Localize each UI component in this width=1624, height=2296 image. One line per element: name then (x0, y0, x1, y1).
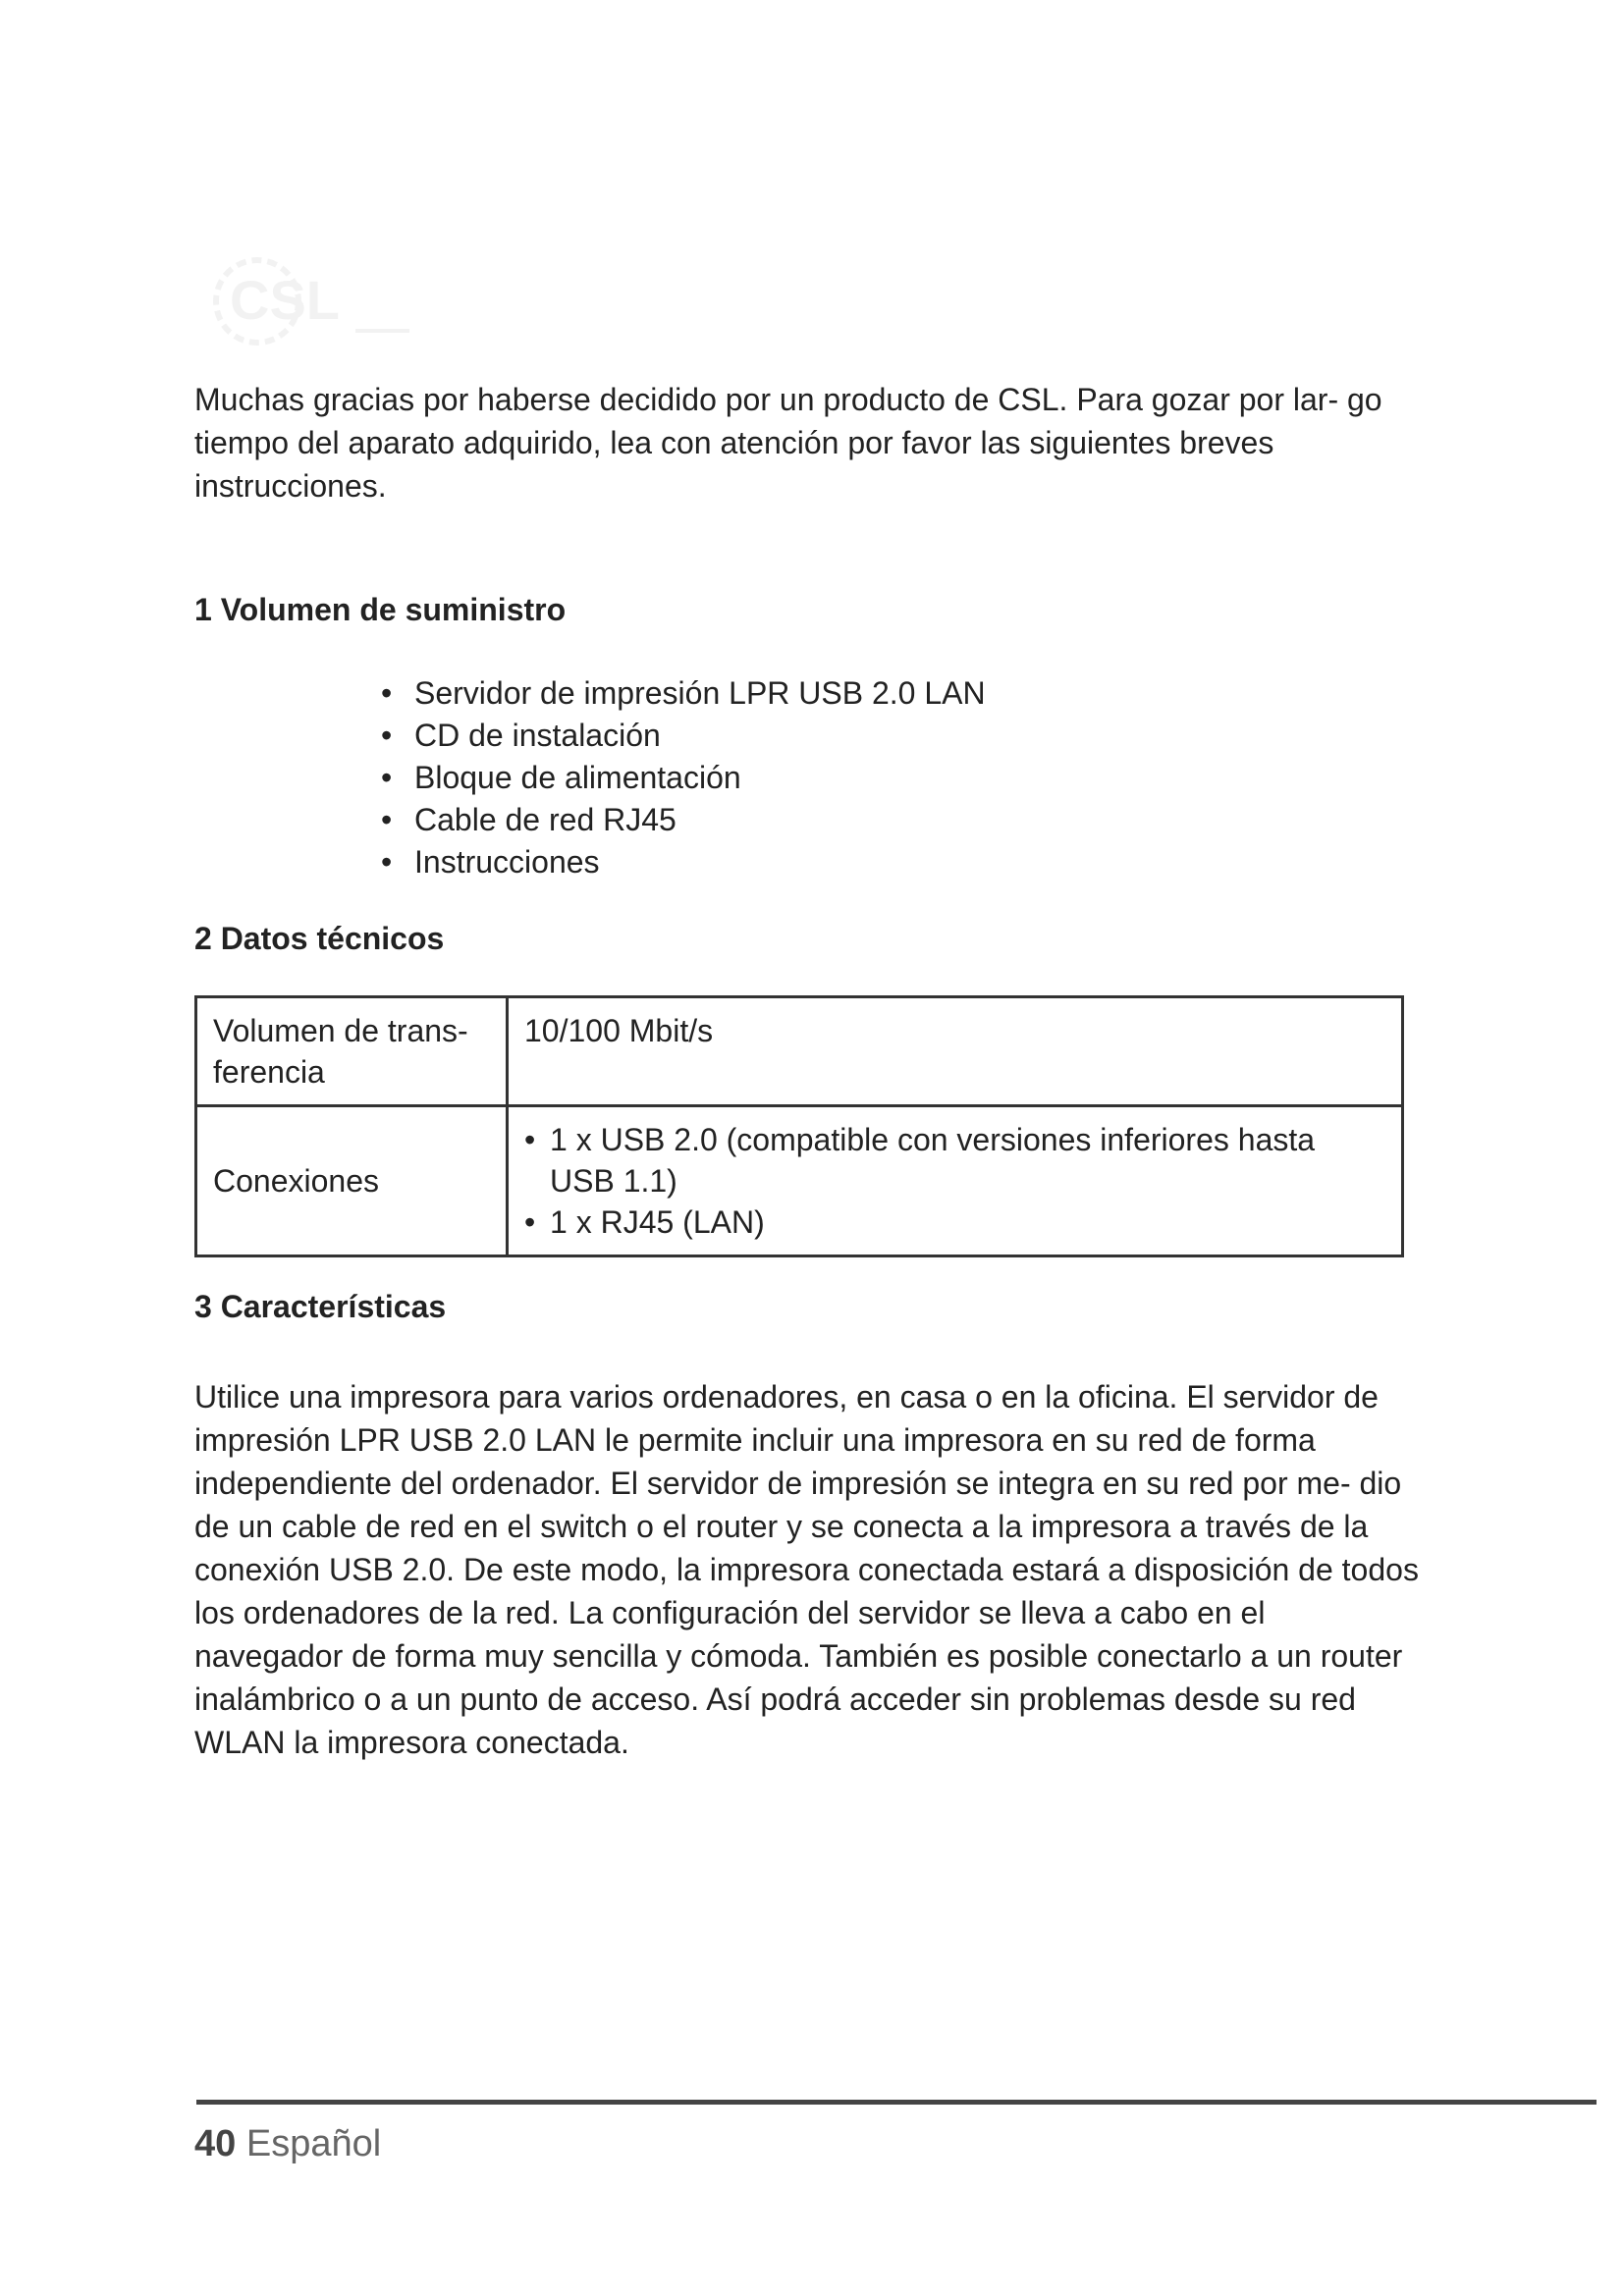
page-number: 40 (194, 2123, 237, 2164)
table-row (196, 997, 1403, 1106)
table-row (196, 1106, 1403, 1256)
table-cell-label: Volumen de trans- ferencia (196, 997, 508, 1106)
csl-logo-watermark (208, 240, 414, 368)
features-paragraph: Utilice una impresora para varios ordenadores, en casa o en la oficina. El servidor de impresión LPR USB 2.0 LAN le permite incluir una impresora en su red de forma independiente del ordenador. El servidor de impresión se integra en su red por me- dio de un cable de red en el switch o el router y se conecta a la impresora a través de la conexión USB 2.0. De este modo, la impresora conectada estará a disposición de todos los ordenadores de la red. La configuración del servidor se lleva a cabo en el navegador de forma muy sencilla y cómoda. También es posible conectarlo a un router inalámbrico o a un punto de acceso. Así podrá acceder sin problemas desde su red WLAN la impresora conectada. (194, 1379, 1419, 1760)
footer-language: Español (245, 2123, 382, 2164)
section-heading-tech: 2 Datos técnicos (194, 921, 445, 956)
supply-list (194, 672, 1422, 883)
main-content (194, 378, 1422, 1764)
csl-logo-text: CSL (230, 269, 340, 331)
page-footer (194, 2120, 381, 2167)
list-item: • Cable de red RJ45 (381, 799, 1422, 841)
intro-paragraph: Muchas gracias por haberse decidido por un producto de CSL. Para gozar por lar- go tiempo del aparato adquirido, lea con atención por favor las siguientes breves instrucciones. (194, 382, 1382, 504)
section-heading-supply: 1 Volumen de suministro (194, 592, 567, 627)
connections-list (524, 1119, 1385, 1243)
table-cell-value: 10/100 Mbit/s (508, 997, 1403, 1106)
section-heading-features: 3 Características (194, 1289, 447, 1324)
tech-specs-table (194, 995, 1404, 1257)
table-cell-value (508, 1106, 1403, 1256)
footer-divider (196, 2100, 1597, 2105)
list-item: • Bloque de alimentación (381, 757, 1422, 799)
list-item: • 1 x USB 2.0 (compatible con versiones inferiores hasta USB 1.1) (524, 1119, 1385, 1201)
list-item: • 1 x RJ45 (LAN) (524, 1201, 1385, 1243)
list-item: • CD de instalación (381, 715, 1422, 757)
list-item: • Servidor de impresión LPR USB 2.0 LAN (381, 672, 1422, 715)
list-item: • Instrucciones (381, 841, 1422, 883)
table-cell-label: Conexiones (196, 1106, 508, 1256)
